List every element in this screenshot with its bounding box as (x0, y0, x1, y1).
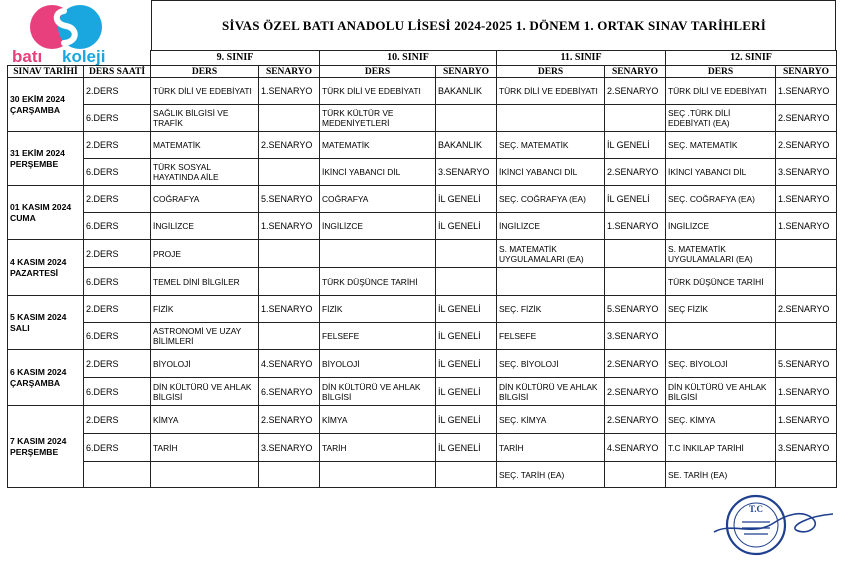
scenario-cell: 3.SENARYO (776, 159, 837, 186)
table-row (8, 186, 837, 213)
table-row (8, 132, 837, 159)
course-cell: PROJE (151, 240, 259, 268)
exam-date-cell (8, 350, 84, 406)
ders-header: DERS (666, 66, 776, 78)
course-cell: SEÇ. FİZİK (497, 296, 605, 323)
column-header-row (8, 66, 837, 78)
course-cell (497, 268, 605, 296)
scenario-cell (259, 268, 320, 296)
scenario-cell: 3.SENARYO (776, 434, 837, 462)
course-cell: FİZİK (320, 296, 436, 323)
exam-weekday: SALI (10, 322, 30, 333)
course-cell: İNGİLİZCE (666, 213, 776, 240)
table-row (8, 323, 837, 350)
course-cell: MATEMATİK (151, 132, 259, 159)
scenario-cell (436, 240, 497, 268)
scenario-cell: 1.SENARYO (776, 213, 837, 240)
course-cell: DİN KÜLTÜRÜ VE AHLAK BİLGİSİ (497, 378, 605, 406)
course-cell: TEMEL DİNİ BİLGİLER (151, 268, 259, 296)
scenario-cell: İL GENELİ (436, 186, 497, 213)
lesson-slot: 2.DERS (84, 186, 151, 213)
course-cell: COĞRAFYA (320, 186, 436, 213)
lesson-slot: 6.DERS (84, 213, 151, 240)
course-cell (151, 462, 259, 488)
senaryo-header: SENARYO (605, 66, 666, 78)
table-row (8, 462, 837, 488)
course-cell: KİMYA (151, 406, 259, 434)
scenario-cell: 2.SENARYO (605, 159, 666, 186)
scenario-cell (776, 240, 837, 268)
scenario-cell (259, 105, 320, 132)
scenario-cell: 2.SENARYO (776, 105, 837, 132)
course-cell: İKİNCİ YABANCI DİL (666, 159, 776, 186)
header-border-top (151, 0, 836, 1)
school-seal (712, 492, 836, 558)
scenario-cell: 3.SENARYO (605, 323, 666, 350)
exam-date: 5 KASIM 2024 (10, 311, 67, 322)
table-row (8, 434, 837, 462)
course-cell: TARİH (151, 434, 259, 462)
course-cell: SEÇ. MATEMATİK (666, 132, 776, 159)
exam-date-cell (8, 240, 84, 296)
lesson-slot: 2.DERS (84, 406, 151, 434)
course-cell: TÜRK KÜLTÜR VE MEDENİYETLERİ (320, 105, 436, 132)
scenario-cell: 4.SENARYO (605, 434, 666, 462)
scenario-cell: BAKANLIK (436, 78, 497, 105)
table-row (8, 105, 837, 132)
exam-date-cell (8, 296, 84, 350)
lesson-slot (84, 462, 151, 488)
lesson-slot: 6.DERS (84, 105, 151, 132)
scenario-cell (776, 268, 837, 296)
scenario-cell: 3.SENARYO (436, 159, 497, 186)
scenario-cell: 1.SENARYO (776, 78, 837, 105)
scenario-cell: 5.SENARYO (605, 296, 666, 323)
exam-date: 01 KASIM 2024 (10, 201, 72, 212)
lesson-slot: 2.DERS (84, 296, 151, 323)
course-cell: MATEMATİK (320, 132, 436, 159)
course-cell: TARİH (497, 434, 605, 462)
course-cell: S. MATEMATİK UYGULAMALARI (EA) (497, 240, 605, 268)
course-cell: FELSEFE (497, 323, 605, 350)
senaryo-header: SENARYO (776, 66, 837, 78)
scenario-cell: 1.SENARYO (259, 296, 320, 323)
scenario-cell: 5.SENARYO (259, 186, 320, 213)
exam-date-cell (8, 406, 84, 488)
grade-12-header: 12. SINIF (666, 51, 837, 66)
exam-date: 30 EKİM 2024 (10, 93, 65, 104)
scenario-cell: 2.SENARYO (605, 406, 666, 434)
scenario-cell: 2.SENARYO (605, 350, 666, 378)
scenario-cell: 1.SENARYO (776, 378, 837, 406)
scenario-cell: 6.SENARYO (259, 378, 320, 406)
exam-date: 4 KASIM 2024 (10, 256, 67, 267)
course-cell: SEÇ. COĞRAFYA (EA) (497, 186, 605, 213)
ders-header: DERS (320, 66, 436, 78)
course-cell: SEÇ. MATEMATİK (497, 132, 605, 159)
scenario-cell: 5.SENARYO (776, 350, 837, 378)
exam-weekday: ÇARŞAMBA (10, 104, 61, 115)
table-row (8, 78, 837, 105)
course-cell: DİN KÜLTÜRÜ VE AHLAK BİLGİSİ (320, 378, 436, 406)
scenario-cell: 2.SENARYO (605, 78, 666, 105)
scenario-cell (776, 323, 837, 350)
grade-header-row (8, 51, 837, 66)
exam-date-cell (8, 78, 84, 132)
scenario-cell: İL GENELİ (436, 434, 497, 462)
course-cell: FİZİK (151, 296, 259, 323)
lesson-slot: 6.DERS (84, 434, 151, 462)
signature-mark (714, 514, 833, 532)
course-cell: İNGİLİZCE (320, 213, 436, 240)
course-cell: İKİNCİ YABANCI DİL (497, 159, 605, 186)
course-cell: SAĞLIK BİLGİSİ VE TRAFİK (151, 105, 259, 132)
scenario-cell: İL GENELİ (436, 213, 497, 240)
scenario-cell: İL GENELİ (436, 296, 497, 323)
table-row (8, 406, 837, 434)
course-cell: SE. TARİH (EA) (666, 462, 776, 488)
course-cell (320, 240, 436, 268)
lesson-slot: 6.DERS (84, 378, 151, 406)
scenario-cell: 2.SENARYO (605, 378, 666, 406)
table-row (8, 350, 837, 378)
course-cell: İNGİLİZCE (497, 213, 605, 240)
lesson-slot: 2.DERS (84, 78, 151, 105)
scenario-cell: 2.SENARYO (776, 132, 837, 159)
corner-blank (8, 51, 151, 66)
seal-label: T.C (748, 504, 764, 514)
course-cell: DİN KÜLTÜRÜ VE AHLAK BİLGİSİ (151, 378, 259, 406)
table-row (8, 213, 837, 240)
exam-date: 7 KASIM 2024 (10, 435, 67, 446)
exam-schedule-table (7, 50, 837, 488)
scenario-cell (436, 268, 497, 296)
course-cell (320, 462, 436, 488)
lesson-slot: 2.DERS (84, 240, 151, 268)
scenario-cell (436, 462, 497, 488)
scenario-cell: İL GENELİ (436, 323, 497, 350)
date-column-header: SINAV TARİHİ (8, 66, 84, 78)
logo-text-bati: batı (12, 47, 43, 66)
course-cell: TÜRK DİLİ VE EDEBİYATI (151, 78, 259, 105)
table-row (8, 378, 837, 406)
page-title: SİVAS ÖZEL BATI ANADOLU LİSESİ 2024-2025 1. DÖNEM 1. ORTAK SINAV TARİHLERİ (222, 18, 766, 33)
scenario-cell (776, 462, 837, 488)
exam-weekday: PERŞEMBE (10, 158, 59, 169)
ders-header: DERS (497, 66, 605, 78)
table-row (8, 296, 837, 323)
course-cell: T.C İNKILAP TARİHİ (666, 434, 776, 462)
course-cell: FELSEFE (320, 323, 436, 350)
course-cell: BİYOLOJİ (151, 350, 259, 378)
lesson-slot: 2.DERS (84, 350, 151, 378)
scenario-cell: 2.SENARYO (776, 296, 837, 323)
scenario-cell (259, 240, 320, 268)
senaryo-header: SENARYO (259, 66, 320, 78)
course-cell: TÜRK DİLİ VE EDEBİYATI (497, 78, 605, 105)
exam-weekday: PAZARTESİ (10, 267, 59, 278)
course-cell: ASTRONOMİ VE UZAY BİLİMLERİ (151, 323, 259, 350)
scenario-cell (605, 105, 666, 132)
scenario-cell: İL GENELİ (436, 406, 497, 434)
course-cell: COĞRAFYA (151, 186, 259, 213)
scenario-cell (605, 268, 666, 296)
course-cell: SEÇ. BİYOLOJİ (497, 350, 605, 378)
table-row (8, 268, 837, 296)
scenario-cell: 1.SENARYO (259, 213, 320, 240)
course-cell: TÜRK DİLİ VE EDEBİYATI (666, 78, 776, 105)
scenario-cell: BAKANLIK (436, 132, 497, 159)
course-cell: TÜRK DÜŞÜNCE TARİHİ (666, 268, 776, 296)
ders-header: DERS (151, 66, 259, 78)
scenario-cell: 3.SENARYO (259, 434, 320, 462)
scenario-cell (259, 159, 320, 186)
exam-date: 31 EKİM 2024 (10, 147, 65, 158)
senaryo-header: SENARYO (436, 66, 497, 78)
scenario-cell (436, 105, 497, 132)
course-cell: S. MATEMATİK UYGULAMALARI (EA) (666, 240, 776, 268)
scenario-cell (605, 240, 666, 268)
scenario-cell: 2.SENARYO (259, 132, 320, 159)
lesson-slot: 6.DERS (84, 323, 151, 350)
course-cell: TÜRK SOSYAL HAYATINDA AİLE (151, 159, 259, 186)
slot-column-header: DERS SAATİ (84, 66, 151, 78)
course-cell: SEÇ. KİMYA (666, 406, 776, 434)
exam-date-cell (8, 132, 84, 186)
lesson-slot: 6.DERS (84, 159, 151, 186)
course-cell: SEÇ. BİYOLOJİ (666, 350, 776, 378)
exam-weekday: CUMA (10, 212, 36, 223)
grade-10-header: 10. SINIF (320, 51, 497, 66)
course-cell: TÜRK DİLİ VE EDEBİYATI (320, 78, 436, 105)
course-cell: BİYOLOJİ (320, 350, 436, 378)
course-cell: SEÇ. KİMYA (497, 406, 605, 434)
scenario-cell (605, 462, 666, 488)
course-cell: SEÇ FİZİK (666, 296, 776, 323)
course-cell (497, 105, 605, 132)
scenario-cell: 1.SENARYO (259, 78, 320, 105)
scenario-cell: 1.SENARYO (776, 406, 837, 434)
scenario-cell: İL GENELİ (436, 378, 497, 406)
course-cell: İNGİLİZCE (151, 213, 259, 240)
course-cell: SEÇ. TARİH (EA) (497, 462, 605, 488)
lesson-slot: 6.DERS (84, 268, 151, 296)
lesson-slot: 2.DERS (84, 132, 151, 159)
scenario-cell: 2.SENARYO (259, 406, 320, 434)
scenario-cell: 1.SENARYO (605, 213, 666, 240)
course-cell: SEÇ. COĞRAFYA (EA) (666, 186, 776, 213)
course-cell: TÜRK DÜŞÜNCE TARİHİ (320, 268, 436, 296)
course-cell: DİN KÜLTÜRÜ VE AHLAK BİLGİSİ (666, 378, 776, 406)
logo-text-koleji: koleji (62, 47, 106, 66)
course-cell: İKİNCİ YABANCI DİL (320, 159, 436, 186)
course-cell: KİMYA (320, 406, 436, 434)
table-row (8, 159, 837, 186)
exam-date: 6 KASIM 2024 (10, 366, 67, 377)
grade-9-header: 9. SINIF (151, 51, 320, 66)
scenario-cell: İL GENELİ (605, 186, 666, 213)
course-cell (666, 323, 776, 350)
course-cell: TARİH (320, 434, 436, 462)
exam-weekday: ÇARŞAMBA (10, 377, 61, 388)
course-cell: SEÇ .TÜRK DİLİ EDEBİYATI (EA) (666, 105, 776, 132)
scenario-cell (259, 462, 320, 488)
exam-date-cell (8, 186, 84, 240)
grade-11-header: 11. SINIF (497, 51, 666, 66)
scenario-cell: İL GENELİ (436, 350, 497, 378)
exam-weekday: PERŞEMBE (10, 446, 59, 457)
exam-table-body (8, 78, 837, 488)
scenario-cell: 4.SENARYO (259, 350, 320, 378)
scenario-cell (259, 323, 320, 350)
table-row (8, 240, 837, 268)
scenario-cell: İL GENELİ (605, 132, 666, 159)
scenario-cell: 1.SENARYO (776, 186, 837, 213)
